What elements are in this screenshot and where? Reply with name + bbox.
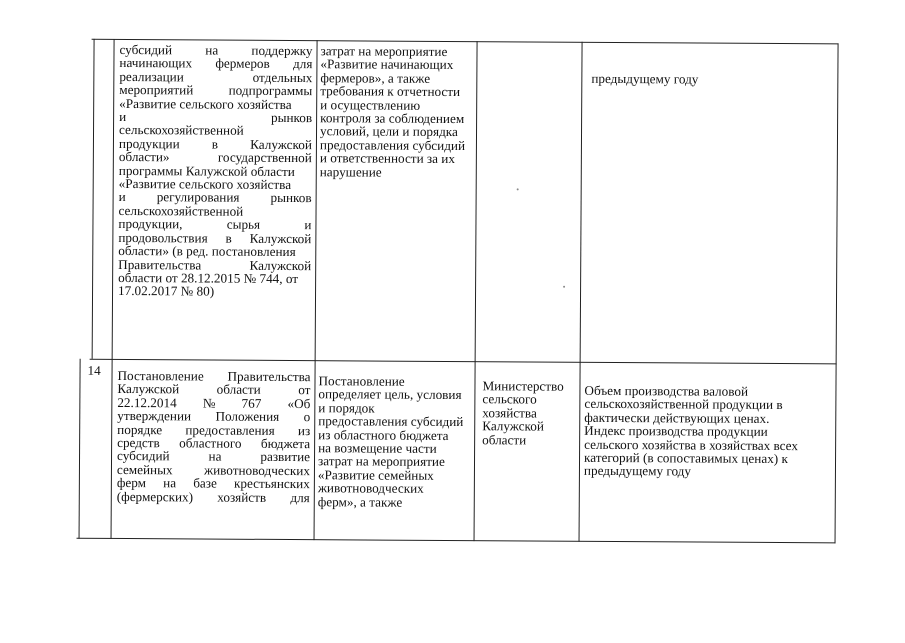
word: на [163, 475, 177, 491]
indicators-text-continued [591, 72, 831, 87]
word: 22.12.2014 [117, 394, 177, 411]
word: Постановление [117, 367, 204, 384]
description-text [318, 374, 474, 509]
word: продукции [118, 135, 180, 152]
word: Правительства [227, 368, 311, 385]
word: продукции, [118, 216, 183, 232]
scan-speck [517, 188, 519, 190]
word: отдельных [252, 69, 313, 85]
word: области [216, 381, 261, 398]
word: начинающих [119, 55, 193, 71]
text-line: области [482, 431, 527, 448]
word: предоставления [185, 422, 275, 438]
word: из [297, 422, 311, 438]
word: субсидий [116, 448, 170, 464]
text-line: хозяйства [482, 405, 537, 421]
word: Калужской [249, 257, 312, 273]
text-line: Калужской [482, 418, 544, 434]
word: области» (в ред. постановления [118, 243, 296, 260]
text-line: определяет цель, условия [318, 386, 462, 403]
table-bottom-border [77, 538, 836, 544]
col-border-1 [111, 39, 115, 539]
text-line: фермеров», а также [320, 70, 431, 86]
text-line: «Развитие семейных [317, 467, 434, 483]
text-line: предоставления субсидий [319, 137, 466, 153]
word: реализации [119, 68, 184, 85]
word: области от 28.12.2015 № 744, от [118, 269, 299, 286]
text-line [119, 97, 312, 112]
text-line: животноводческих [317, 480, 424, 497]
word: для [293, 56, 313, 72]
word: и [118, 189, 126, 205]
responsible-ministry [482, 379, 577, 447]
word: сельскохозяйственной [118, 202, 244, 219]
word: средств [117, 435, 160, 451]
word: 17.02.2017 № 80) [118, 283, 215, 299]
text-line: Министерство [482, 378, 564, 394]
text-line: ферм», а также [317, 493, 403, 510]
word: государственной [217, 149, 312, 166]
legal-act-text-continued [118, 43, 313, 299]
word: развитие [260, 449, 311, 465]
word: Правительства [118, 256, 202, 272]
word: крестьянских [233, 475, 310, 492]
description-text-continued [320, 44, 476, 179]
text-line: затрат на мероприятие [317, 453, 445, 470]
word: животноводческих [203, 462, 311, 478]
text-line: на возмещение части [318, 440, 437, 456]
text-line: и порядок [318, 400, 375, 416]
word: областного [179, 435, 242, 451]
word: о [303, 409, 311, 425]
text-line: предыдущему году [583, 463, 692, 479]
text-line: Постановление [318, 373, 405, 389]
word: сырья [226, 216, 261, 233]
col-border-4 [579, 42, 583, 542]
text-line: фактически действующих ценах. [584, 409, 770, 426]
text-line: затрат на мероприятие [320, 43, 448, 59]
text-line: «Развитие начинающих [320, 56, 454, 73]
word: подпрограммы [228, 82, 313, 99]
word: на [205, 42, 219, 58]
text-line: сельскохозяйственной продукции в [584, 396, 783, 413]
text-line: Индекс производства продукции [584, 423, 768, 440]
word: в [211, 136, 219, 152]
word: Калужской [250, 136, 312, 152]
word: на [208, 448, 222, 465]
legal-act-text [117, 369, 311, 504]
word: и [119, 109, 127, 125]
word: регулирования [156, 189, 240, 206]
row-separator [90, 359, 837, 365]
text-line: предыдущему году [591, 70, 699, 87]
text-line: и осуществлению [320, 96, 421, 113]
word: базе [193, 475, 217, 491]
text-line: сельского хозяйства в хозяйствах всех [584, 436, 799, 453]
col-border-right [835, 43, 839, 543]
word: мероприятий [119, 82, 194, 98]
scan-speck [563, 286, 565, 288]
word: семейных [116, 461, 173, 478]
word: хозяйств [217, 489, 267, 505]
col-border-2 [314, 40, 318, 540]
word: № [202, 395, 216, 411]
word: «Об [287, 395, 311, 411]
word: порядке [117, 421, 163, 437]
word: продовольствия [118, 229, 208, 246]
col-border-left [92, 39, 95, 359]
word: «Развитие сельского хозяйства [118, 176, 292, 193]
text-line: и ответственности за их [319, 150, 456, 167]
word: рынков [270, 190, 312, 206]
text-line: требования к отчетности [320, 83, 461, 100]
row-number: 14 [87, 362, 101, 378]
word: для [290, 489, 310, 505]
text-line: контроля за соблюдением [320, 110, 465, 127]
word: «Развитие сельского хозяйства [119, 95, 292, 112]
text-line: Объем производства валовой [584, 382, 749, 399]
word: области» [118, 149, 170, 165]
indicators-text [584, 384, 833, 479]
word: программы Калужской области [118, 162, 295, 179]
word: Калужской [117, 381, 180, 397]
text-line: нарушение [319, 163, 382, 180]
text-line: из областного бюджета [318, 426, 449, 443]
text-line [117, 490, 310, 505]
word: рынков [270, 109, 313, 126]
text-line: условий, цели и порядка [319, 123, 458, 140]
word: и [304, 217, 312, 233]
text-line [118, 284, 311, 299]
word: 767 [241, 395, 262, 411]
word: субсидий [119, 41, 173, 58]
word: Положения [215, 408, 280, 425]
col-border-left-lower [79, 359, 81, 539]
word: в [225, 230, 232, 246]
word: поддержку [251, 42, 313, 59]
word: (фермерских) [116, 488, 194, 505]
word: сельскохозяйственной [118, 122, 244, 139]
text-line: сельского [482, 391, 537, 407]
word: от [298, 382, 311, 398]
word: утверждении [117, 408, 192, 424]
word: фермеров [215, 55, 270, 72]
text-line: предоставления субсидий [318, 413, 464, 430]
word: Калужской [249, 230, 312, 246]
word: бюджета [260, 435, 311, 452]
word: ферм [116, 475, 147, 491]
text-line: категорий (в сопоставимых ценах) к [583, 449, 788, 467]
